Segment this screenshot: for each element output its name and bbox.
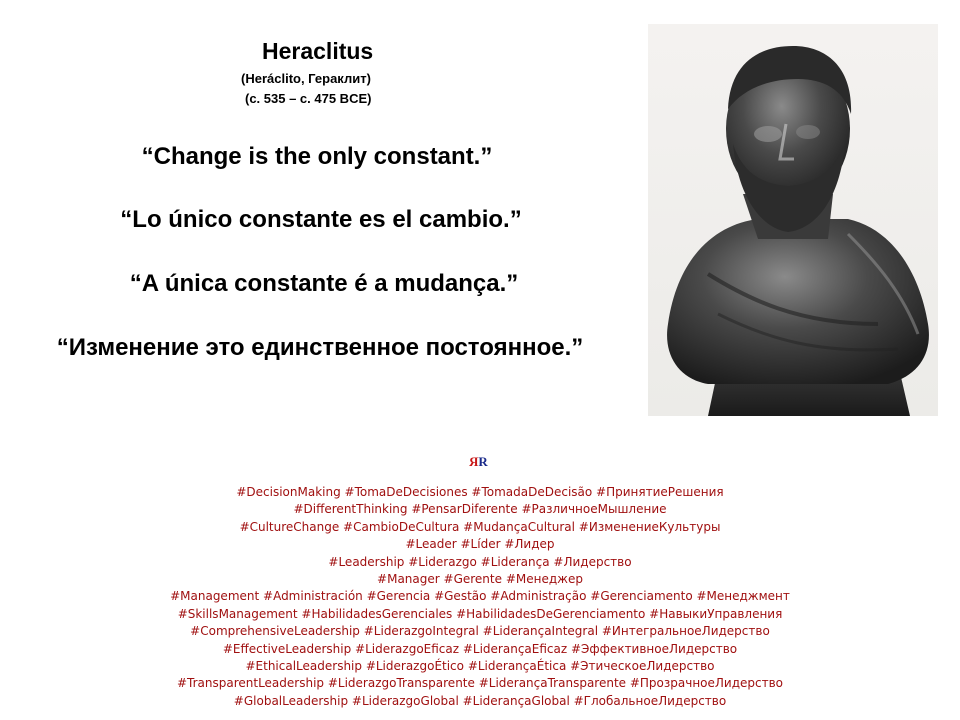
hashtag-line: #CultureChange #CambioDeCultura #MudançaCultural #ИзменениеКультуры bbox=[239, 519, 721, 534]
alternate-names: (Heráclito, Гераклит) bbox=[241, 71, 371, 86]
hashtag-line: #Manager #Gerente #Менеджер bbox=[377, 572, 583, 587]
logo-letter-r: R bbox=[478, 454, 488, 469]
hashtag-line: #EffectiveLeadership #LiderazgoEficaz #LiderançaEficaz #ЭффективноеЛидерство bbox=[222, 641, 738, 656]
hashtag-line: #Leadership #Liderazgo #Liderança #Лидерство bbox=[328, 554, 632, 569]
hashtag-line: #Management #Administración #Gerencia #Gestão #Administração #Gerenciamento #Менеджмент bbox=[170, 589, 790, 604]
quote-spanish: “Lo único constante es el cambio.” bbox=[120, 206, 522, 233]
hashtag-line: #SkillsManagement #HabilidadesGerenciales #HabilidadesDeGerenciamento #НавыкиУправления bbox=[177, 606, 783, 621]
hashtag-line: #EthicalLeadership #LiderazgoÉtico #LiderançaÉtica #ЭтическоеЛидерство bbox=[245, 659, 715, 674]
quote-portuguese: “A única constante é a mudança.” bbox=[129, 270, 519, 297]
hashtag-line: #DecisionMaking #TomaDeDecisiones #TomadaDeDecisão #ПринятиеРешения bbox=[236, 485, 724, 499]
logo bbox=[469, 454, 488, 470]
hashtag-list bbox=[0, 484, 960, 710]
life-dates: (c. 535 – c. 475 BCE) bbox=[245, 91, 372, 106]
quote-english: “Change is the only constant.” bbox=[141, 143, 493, 170]
page-title: Heraclitus bbox=[262, 38, 374, 64]
heraclitus-bust-photo bbox=[648, 24, 938, 416]
quote-russian: “Изменение это единственное постоянное.” bbox=[56, 334, 584, 361]
hashtag-line: #DifferentThinking #PensarDiferente #РазличноеМышление bbox=[293, 502, 667, 517]
hashtag-line: #Leader #Líder #Лидер bbox=[405, 537, 555, 552]
hashtag-line: #TransparentLeadership #LiderazgoTransparente #LiderançaTransparente #ПрозрачноеЛидерство bbox=[176, 676, 784, 691]
hashtag-line: #GlobalLeadership #LiderazgoGlobal #LiderançaGlobal #ГлобальноеЛидерство bbox=[233, 693, 727, 708]
hashtag-line: #ComprehensiveLeadership #LiderazgoIntegral #LiderançaIntegral #ИнтегральноеЛидерство bbox=[190, 624, 770, 639]
logo-letter-ya: Я bbox=[469, 454, 479, 469]
